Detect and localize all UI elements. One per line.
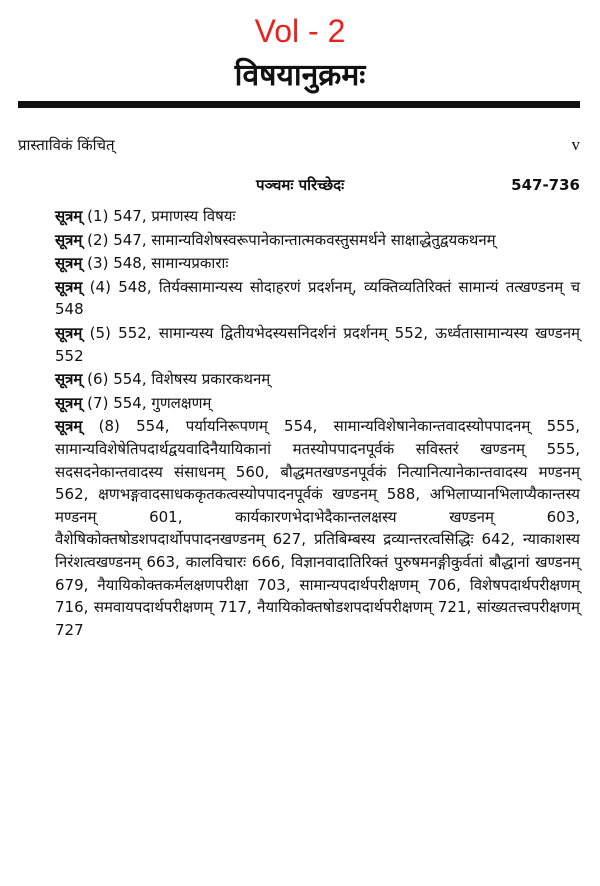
sutra-label: सूत्रम् — [55, 230, 83, 249]
sutra-label: सूत्रम् — [55, 393, 83, 412]
sutra-text: 547, प्रमाणस्य विषयः — [113, 207, 236, 225]
sutra-text: 548, सामान्यप्रकाराः — [113, 254, 229, 273]
sutra-number: (1) — [87, 207, 109, 225]
sutra-entry — [55, 322, 580, 367]
sutra-text: 554, पर्यायनिरूपणम् 554, सामान्यविशेषानेकान्तवादस्योपपादनम् 555, सामान्यविशेषेतिपदार्थद्वयवादिनैयायिकानां मतस्योपपादनपूर्वकं सविस्तरं खण्डनम् 555, सदसदनेकान्तवादस्य संसाधनम् 560, बौद्धमतखण्डनपूर्वकं नित्यानित्यानेकान्तवादस्य मण्डनम् 562, क्षणभङ्गवादसाधककृतकत्वस्योपपादनपूर्वकं खण्डनम् 588, अभिलाप्यानभिलाप्यैकान्तस्य मण्डनम् 601, कार्यकारणभेदाभेदैकान्तलक्षस्य खण्डनम् 603, वैशेषिकोक्तषोडशपदार्थोपपादनखण्डनम् 627, प्रतिबिम्बस्य द्रव्यान्तरत्वसिद्धिः 642, न्याकाशस्य निरंशत्वखण्डनम् 663, कालविचारः 666, विज्ञानवादातिरिक्तं पुरुषमनङ्गीकुर्वतां बौद्धानां खण्डनम् 679, नैयायिकोक्तकर्मलक्षणपरीक्षा 703, सामान्यपदार्थपरीक्षणम् 706, विशेषपदार्थपरीक्षणम् 716, समवायपदार्थपरीक्षणम् 717, नैयायिकोक्तषोडशपदार्थपरीक्षणम् 721, सांख्यतत्त्वपरीक्षणम् 727 — [55, 417, 580, 639]
sutra-entry — [55, 252, 580, 275]
sutra-entry — [55, 229, 580, 252]
sutra-text: 552, सामान्यस्य द्वितीयभेदस्यसनिदर्शनं प्रदर्शनम् 552, ऊर्ध्वतासामान्यस्य खण्डनम् 552 — [55, 323, 580, 365]
chapter-page-range: 547-736 — [511, 176, 580, 194]
chapter-title: पञ्चमः परिच्छेदः — [256, 176, 345, 194]
sutra-number: (5) — [89, 323, 111, 342]
chapter-row — [256, 174, 580, 196]
preface-title: प्रास्ताविकं किंचित् — [18, 136, 115, 154]
sutra-entry — [55, 368, 580, 391]
volume-label: Vol - 2 — [254, 13, 346, 49]
sutra-label: सूत्रम् — [55, 370, 83, 389]
sutra-entry — [55, 205, 580, 228]
sutra-text: 554, विशेषस्य प्रकारकथनम् — [113, 370, 271, 389]
sutra-text: 548, तिर्यक्सामान्यस्य सोदाहरणं प्रदर्शनम्, व्यक्तिव्यतिरिक्तं सामान्यं तत्खण्डनम् च 548 — [55, 277, 580, 319]
sutra-entry — [55, 276, 580, 321]
preface-page: v — [571, 135, 580, 154]
title-divider — [18, 101, 580, 108]
sutra-label: सूत्रम् — [55, 207, 83, 225]
sutra-label: सूत्रम् — [55, 417, 83, 436]
page-title: विषयानुक्रमः — [234, 58, 366, 93]
sutra-label: सूत्रम् — [55, 254, 83, 273]
sutra-number: (4) — [89, 277, 111, 296]
sutra-entry — [55, 415, 580, 641]
sutra-number: (3) — [87, 254, 109, 273]
preface-row — [18, 134, 580, 156]
sutra-text: 554, गुणलक्षणम् — [113, 393, 212, 412]
sutra-number: (2) — [87, 230, 109, 249]
sutra-text: 547, सामान्यविशेषस्वरूपानेकान्तात्मकवस्तुसमर्थने साक्षाद्धेतुद्वयकथनम् — [113, 230, 496, 249]
sutra-number: (8) — [98, 417, 120, 436]
sutra-label: सूत्रम् — [55, 277, 83, 296]
sutra-label: सूत्रम् — [55, 323, 83, 342]
sutra-list — [55, 205, 580, 642]
sutra-entry — [55, 392, 580, 415]
sutra-number: (7) — [87, 393, 109, 412]
sutra-number: (6) — [87, 370, 109, 389]
